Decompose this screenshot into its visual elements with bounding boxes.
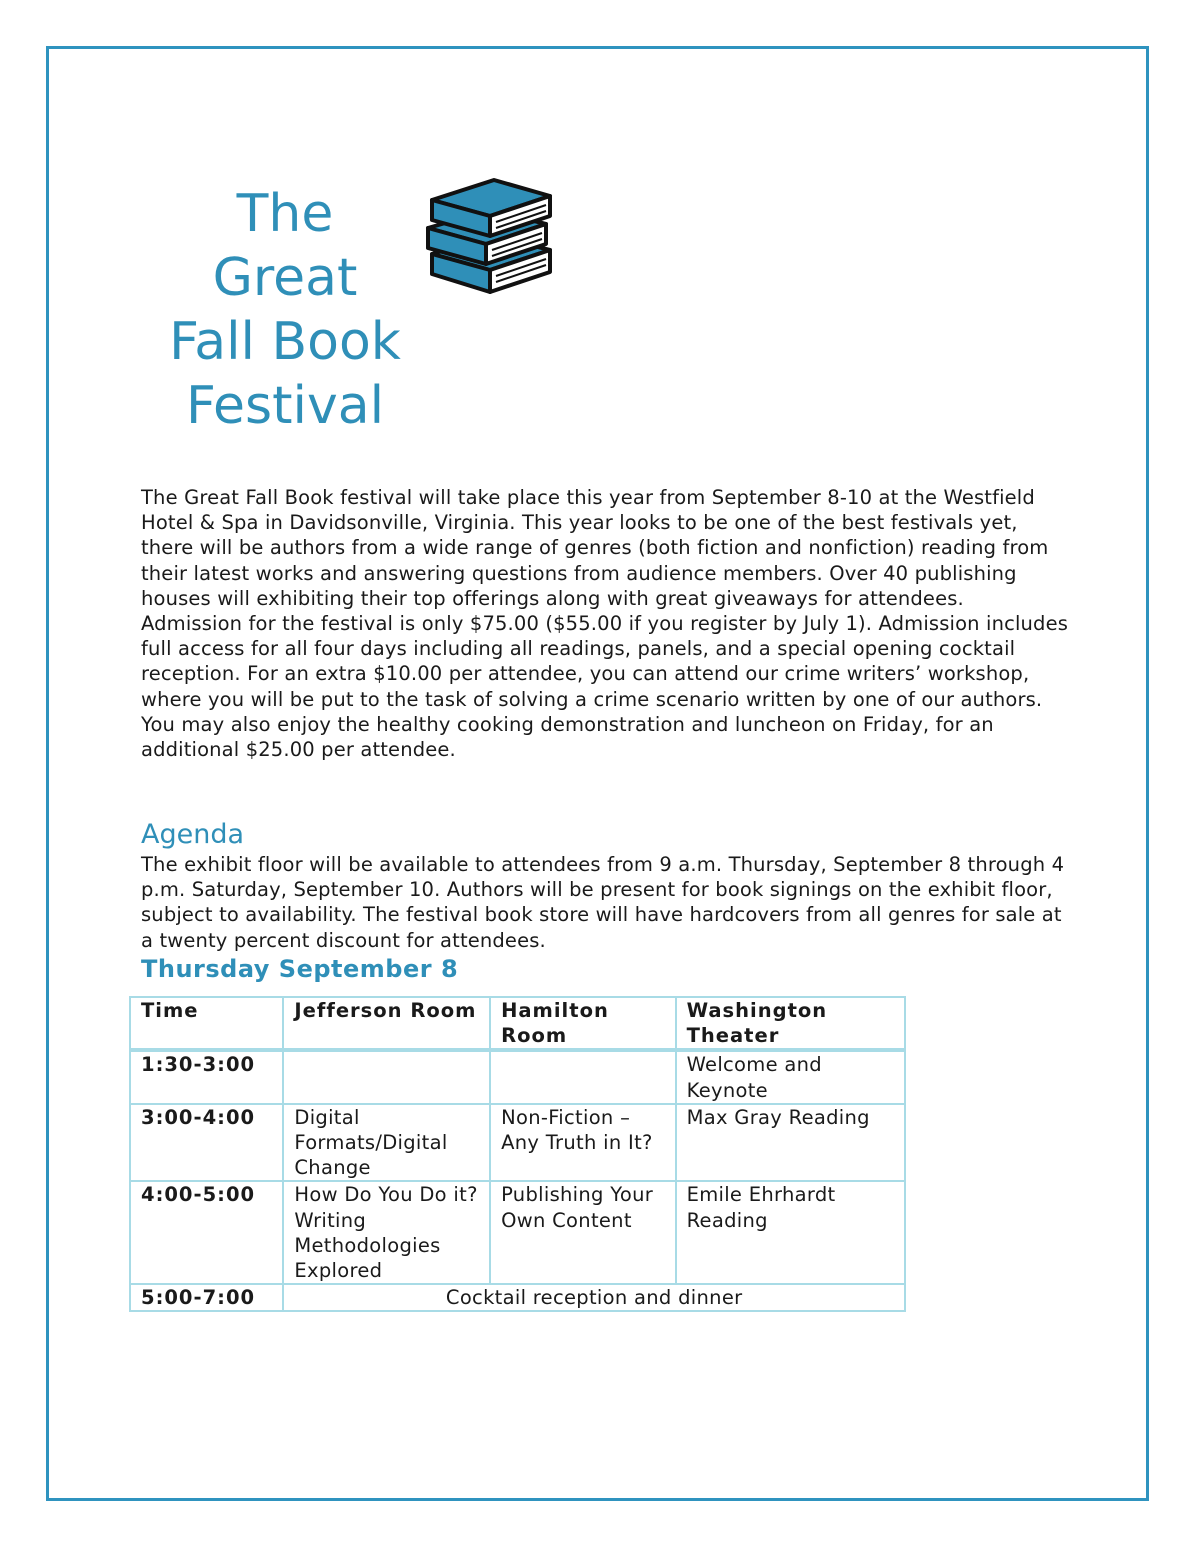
cell-washington: Emile Ehrhardt Reading: [676, 1181, 905, 1284]
cell-jefferson: How Do You Do it? Writing Methodologies Explored: [283, 1181, 490, 1284]
title-line-3: Fall Book: [169, 312, 401, 372]
intro-paragraph-1: The Great Fall Book festival will take place this year from September 8-10 at the Westfield Hotel & Spa in Davidsonville, Virginia. This year looks to be one of the best festivals yet, there will be authors from a wide range of genres (both fiction and nonfiction) reading from their latest works and answering questions from audience members. Over 40 publishing houses will exhibiting their top offerings along with great giveaways for attendees.: [141, 486, 1049, 610]
header-hamilton: Hamilton Room: [490, 997, 676, 1050]
title-line-4: Festival: [185, 376, 385, 436]
table-row: [130, 1104, 905, 1182]
table-row: [130, 1181, 905, 1284]
table-row: [130, 1284, 905, 1311]
header-jefferson: Jefferson Room: [283, 997, 490, 1050]
schedule-table: [129, 996, 906, 1312]
cell-merged-event: Cocktail reception and dinner: [283, 1284, 905, 1311]
title-line-1: The: [236, 184, 334, 244]
cell-jefferson: [283, 1050, 490, 1103]
schedule-heading: Thursday September 8: [141, 955, 459, 983]
table-header-row: [130, 997, 905, 1050]
cell-hamilton: [490, 1050, 676, 1103]
book-stack-icon: [418, 170, 558, 300]
cell-time: 5:00-7:00: [130, 1284, 283, 1311]
title-line-2: Great: [212, 248, 358, 308]
cell-time: 3:00-4:00: [130, 1104, 283, 1182]
cell-washington: Welcome and Keynote: [676, 1050, 905, 1103]
cell-hamilton: Publishing Your Own Content: [490, 1181, 676, 1284]
intro-paragraph-2: Admission for the festival is only $75.00 ($55.00 if you register by July 1). Admission includes full access for all four days including all readings, panels, and a special opening cocktail reception. For an extra $10.00 per attendee, you can attend our crime writers’ workshop, where you will be put to the task of solving a crime scenario written by one of our authors. You may also enjoy the healthy cooking demonstration and luncheon on Friday, for an additional $25.00 per attendee.: [141, 612, 1069, 762]
festival-title: [140, 182, 430, 438]
header-washington: Washington Theater: [676, 997, 905, 1050]
intro-text: [141, 485, 1071, 762]
cell-time: 4:00-5:00: [130, 1181, 283, 1284]
cell-hamilton: Non-Fiction – Any Truth in It?: [490, 1104, 676, 1182]
table-row: [130, 1050, 905, 1103]
header-time: Time: [130, 997, 283, 1050]
cell-washington: Max Gray Reading: [676, 1104, 905, 1182]
cell-time: 1:30-3:00: [130, 1050, 283, 1103]
cell-jefferson: Digital Formats/Digital Change: [283, 1104, 490, 1182]
agenda-text: The exhibit floor will be available to attendees from 9 a.m. Thursday, September 8 through 4 p.m. Saturday, September 10. Authors will be present for book signings on the exhibit floor, subject to availability. The festival book store will have hardcovers from all genres for sale at a twenty percent discount for attendees.: [141, 853, 1065, 952]
agenda-heading: Agenda: [141, 819, 245, 850]
